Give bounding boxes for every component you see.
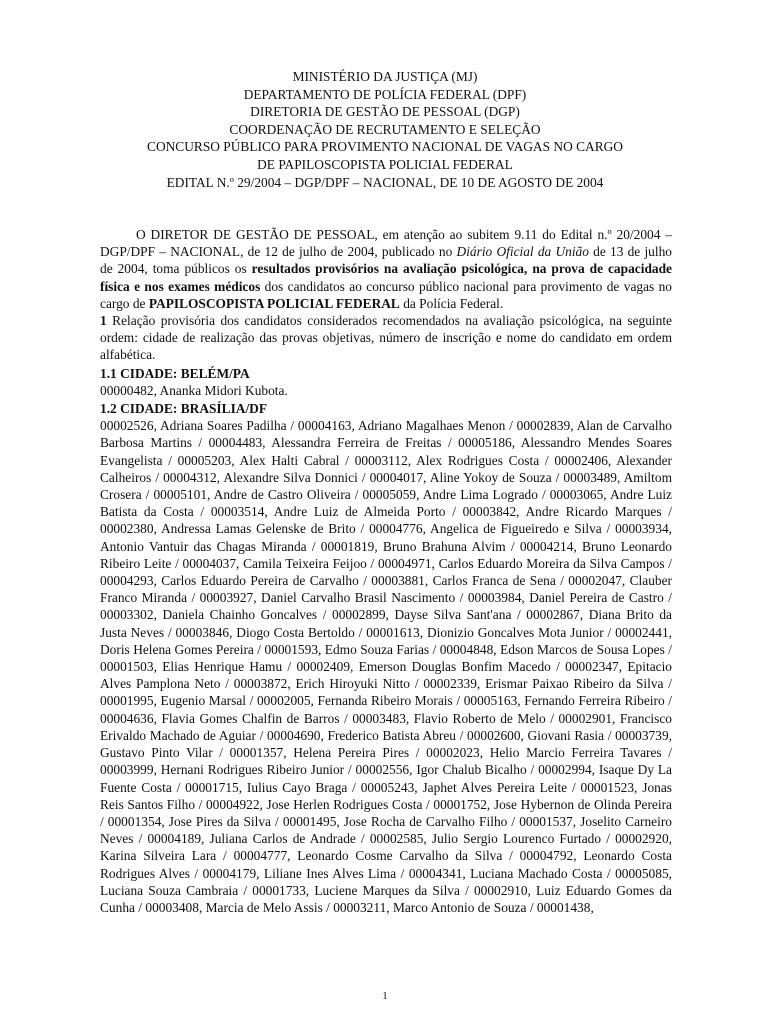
intro-text-3: dos candidatos ao concurso público nacional para provimento de vagas no cargo de — [100, 278, 672, 311]
section-list-belem: 00000482, Ananka Midori Kubota. — [100, 382, 288, 398]
document-body — [100, 226, 672, 916]
header-line-edict: EDITAL N.º 29/2004 – DGP/DPF – NACIONAL, DE 10 DE AGOSTO DE 2004 — [166, 174, 604, 190]
page-number: 1 — [382, 990, 388, 1002]
item-1-number: 1 — [100, 313, 107, 329]
header-line-department: DEPARTAMENTO DE POLÍCIA FEDERAL (DPF) — [243, 86, 527, 102]
intro-gazette-name: Diário Oficial da União — [456, 244, 589, 260]
item-1-text: Relação provisória dos candidatos considerados recomendados na avaliação psicológica, na seguinte ordem: cidade de realização das provas objetivas, número de inscrição e nome do candidato em ordem alfabética. — [100, 313, 672, 363]
header-line-coordination: COORDENAÇÃO DE RECRUTAMENTO E SELEÇÃO — [229, 121, 541, 137]
section-list-brasilia: 00002526, Adriana Soares Padilha / 00004163, Adriano Magalhaes Menon / 00002839, Alan de Carvalho Barbosa Martins / 00004483, Alessandra Ferreira de Freitas / 00005186, Alessandro Mendes Soares Evangelista / 00005203, Alex Halti Cabral / 00003112, Alex Rodrigues Costa / 00002406, Alexander Calheiros / 00004312, Alexandre Silva Donnici / 00004017, Aline Yokoy de Souza / 00003489, Amiltom Crosera / 00005101, Andre de Castro Oliveira / 00005059, Andre Lima Logrado / 00003065, Andre Luiz Batista da Costa / 00003514, Andre Luiz de Almeida Porto / 00003842, Andre Ricardo Marques / 00002380, Andressa Lamas Gelenske de Brito / 00004776, Angelica de Figueiredo e Silva / 00003934, Antonio Vantuir das Chagas Miranda / 00001819, Bruno Brahuna Alvim / 00004214, Bruno Leonardo Ribeiro Leite / 00004037, Camila Teixeira Feijoo / 00004971, Carlos Eduardo Moreira da Silva Campos / 00004293, Carlos Eduardo Pereira de Carvalho / 00003881, Carlos Franca de Sena / 00002047, Clauber Franco Miranda / 00003927, Daniel Carvalho Brasil Nascimento / 00003984, Daniel Pereira de Castro / 00003302, Daniela Chainho Goncalves / 00002899, Dayse Silva Sant'ana / 00002867, Diana Brito da Justa Neves / 00003846, Diogo Costa Bertoldo / 00001613, Dionizio Goncalves Mota Junior / 00002441, Doris Helena Gomes Pereira / 00001593, Edmo Souza Farias / 00004848, Edson Marcos de Sousa Lopes / 00001503, Elias Henrique Hamu / 00002409, Emerson Douglas Bonfim Macedo / 00002347, Epitacio Alves Pamplona Neto / 00003872, Erich Hiroyuki Nitto / 00002339, Erismar Paixao Ribeiro da Silva / 00001995, Eugenio Marsal / 00002005, Fernanda Ribeiro Morais / 00005163, Fernando Ferreira Ribeiro / 00004636, Flavia Gomes Chalfin de Barros / 00003483, Flavio Roberto de Melo / 00002901, Francisco Erivaldo Machado de Aguiar / 00004690, Frederico Batista Abreu / 00002600, Giovani Rasia / 00003739, Gustavo Pinto Vilar / 00001357, Helena Pereira Pires / 00002023, Helio Marcio Ferreira Tavares / 00003999, Hernani Rodrigues Ribeiro Junior / 00002556, Igor Chalub Bicalho / 00002994, Isaque Dy La Fuente Costa / 00001715, Iulius Cayo Braga / 00005243, Japhet Alves Pereira Leite / 00001523, Jonas Reis Santos Filho / 00004922, Jose Herlen Rodrigues Costa / 00001752, Jose Hybernon de Olinda Pereira / 00001354, Jose Pires da Silva / 00001495, Jose Rocha de Carvalho Filho / 00001537, Joselito Carneiro Neves / 00004189, Juliana Carlos de Andrade / 00002585, Julio Sergio Lourenco Furtado / 00002920, Karina Silveira Lara / 00004777, Leonardo Cosme Carvalho da Silva / 00004792, Leonardo Costa Rodrigues Alves / 00004179, Liliane Ines Alves Lima / 00004341, Luciana Machado Costa / 00005085, Luciana Souza Cambraia / 00001733, Luciene Marques da Silva / 00002910, Luiz Eduardo Gomes da Cunha / 00003408, Marcia de Melo Assis / 00003211, Marco Antonio de Souza / 00001438, — [100, 418, 672, 915]
intro-text-4: da Polícia Federal. — [399, 295, 504, 311]
intro-position-bold: PAPILOSCOPISTA POLICIAL FEDERAL — [148, 295, 400, 311]
intro-text-2: de 13 de julho de 2004, toma públicos os — [100, 244, 672, 277]
section-title-belem: 1.1 CIDADE: BELÉM/PA — [100, 365, 250, 381]
header-line-contest: CONCURSO PÚBLICO PARA PROVIMENTO NACIONAL DE VAGAS NO CARGO — [147, 139, 623, 155]
intro-text-1: O DIRETOR DE GESTÃO DE PESSOAL, em atenção ao subitem 9.11 do Edital n.º 20/2004 – DGP/DPF – NACIONAL, de 12 de julho de 2004, publicado no — [100, 227, 672, 260]
header-line-directorate: DIRETORIA DE GESTÃO DE PESSOAL (DGP) — [250, 104, 520, 120]
header-line-position: DE PAPILOSCOPISTA POLICIAL FEDERAL — [257, 156, 513, 172]
item-1-paragraph — [100, 312, 672, 364]
section-title-brasilia: 1.2 CIDADE: BRASÍLIA/DF — [100, 401, 268, 417]
header-line-ministry: MINISTÉRIO DA JUSTIÇA (MJ) — [292, 69, 478, 84]
intro-results-bold: resultados provisórios na avaliação psicológica, na prova de capacidade física e nos exames médicos — [100, 261, 672, 294]
intro-paragraph — [100, 226, 672, 312]
document-header — [100, 68, 670, 191]
